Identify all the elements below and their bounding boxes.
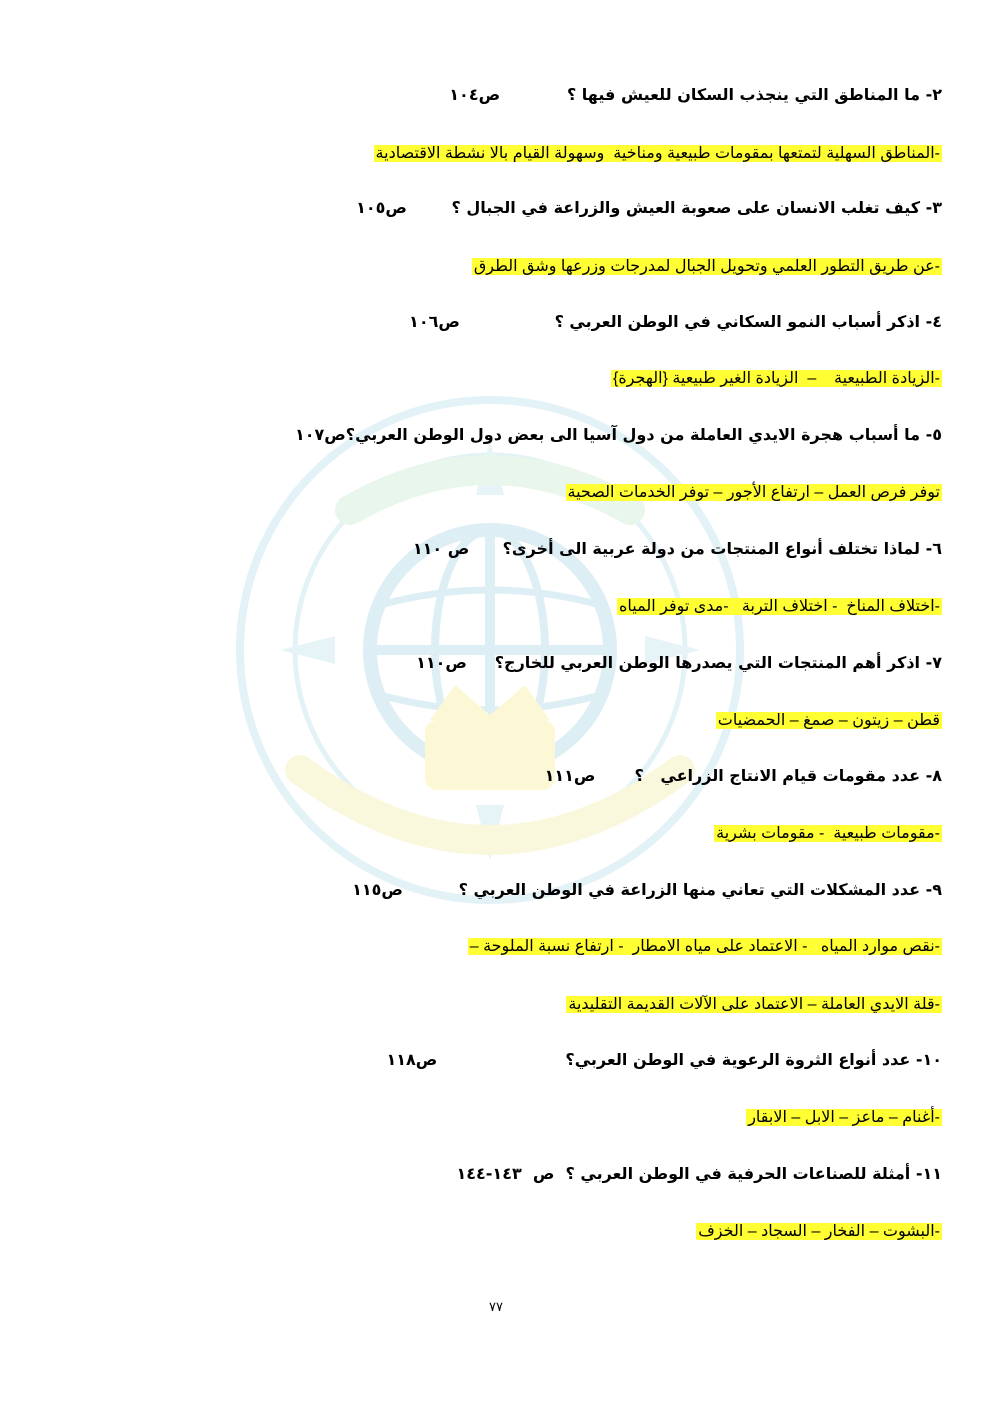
question-4: ٤- اذكر أسباب النمو السكاني في الوطن العربي ؟ ص١٠٦: [409, 312, 942, 331]
watermark-globe-logo: [230, 390, 750, 910]
answer-9-continued: [566, 992, 942, 1017]
answer-3: [472, 254, 942, 279]
answer-6-text: -اختلاف المناخ - اختلاف التربة -مدى توفر المياه: [619, 598, 940, 615]
answer-9: [468, 934, 942, 959]
answer-6: [617, 594, 942, 619]
answer-8-text: -مقومات طبيعية - مقومات بشرية: [716, 825, 940, 842]
answer-10: [746, 1105, 942, 1130]
question-3: ٣- كيف تغلب الانسان على صعوبة العيش والزراعة في الجبال ؟ ص١٠٥: [356, 198, 942, 217]
answer-5-text: توفر فرص العمل – ارتفاع الأجور – توفر الخدمات الصحية: [567, 484, 940, 501]
answer-11: [696, 1219, 942, 1244]
answer-2: [374, 141, 942, 166]
answer-10-text: -أغنام – ماعز – الابل – الابقار: [748, 1109, 940, 1126]
answer-7-text: قطن – زيتون – صمغ – الحمضيات: [717, 712, 940, 729]
question-2: ٢- ما المناطق التي ينجذب السكان للعيش فيها ؟ ص١٠٤: [449, 85, 942, 104]
question-7: ٧- اذكر أهم المنتجات التي يصدرها الوطن العربي للخارج؟ ص١١٠: [416, 653, 942, 672]
answer-7: [716, 708, 942, 733]
answer-3-text: -عن طريق التطور العلمي وتحويل الجبال لمدرجات وزرعها وشق الطرق: [473, 258, 940, 275]
answer-9-text: -نقص موارد المياه - الاعتماد على مياه الامطار - ارتفاع نسبة الملوحة –: [469, 938, 940, 955]
question-5: ٥- ما أسباب هجرة الايدي العاملة من دول آسيا الى بعض دول الوطن العربي؟ص١٠٧: [294, 425, 942, 444]
question-6: ٦- لماذا تختلف أنواع المنتجات من دولة عربية الى أخرى؟ ص ١١٠: [412, 539, 942, 558]
page-number: ٧٧: [489, 1300, 503, 1315]
answer-5: [566, 480, 943, 505]
answer-4: [611, 366, 942, 391]
answer-2-text: -المناطق السهلية لتمتعها بمقومات طبيعية ومناخية وسهولة القيام بالا نشطة الاقتصادية: [375, 145, 940, 162]
question-8: ٨- عدد مقومات قيام الانتاج الزراعي ؟ ص١١١: [544, 766, 942, 785]
question-10: ١٠- عدد أنواع الثروة الرعوية في الوطن العربي؟ ص١١٨: [386, 1050, 942, 1069]
question-9: ٩- عدد المشكلات التي تعاني منها الزراعة في الوطن العربي ؟ ص١١٥: [352, 880, 942, 899]
answer-9-continued-text: -قلة الايدي العاملة – الاعتماد على الآلات القديمة التقليدية: [568, 996, 940, 1013]
answer-4-text: -الزيادة الطبيعية – الزيادة الغير طبيعية {الهجرة}: [612, 370, 940, 387]
answer-8: [714, 821, 942, 846]
answer-11-text: -البشوت – الفخار – السجاد – الخزف: [698, 1223, 940, 1240]
question-11: ١١- أمثلة للصناعات الحرفية في الوطن العربي ؟ ص ١٤٣-١٤٤: [456, 1164, 942, 1183]
